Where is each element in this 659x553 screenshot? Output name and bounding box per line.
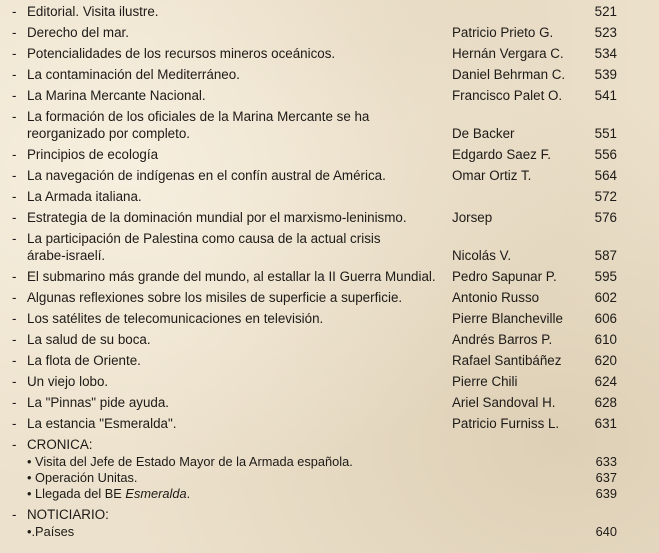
entry-author: Nicolás V. [452,248,512,263]
entry-page: 610 [594,332,617,347]
entry-page: 551 [594,126,617,141]
cronica-item-text: • Llegada del BE [27,486,126,501]
toc-entry-continuation [0,246,659,266]
entry-author: Pierre Blancheville [452,311,563,326]
entry-dash: - [12,46,17,61]
section-dash: - [12,507,17,522]
entry-title: Editorial. Visita ilustre. [27,4,159,19]
entry-page: 534 [594,46,617,61]
entry-page: 564 [594,168,617,183]
toc-entry [0,309,659,329]
entry-page: 595 [594,269,617,284]
section-dash: - [12,437,17,452]
entry-title: La estancia "Esmeralda". [27,416,177,431]
entry-author: Patricio Prieto G. [452,25,554,40]
entry-title: La Armada italiana. [27,189,142,204]
entry-author: Edgardo Saez F. [452,147,552,162]
entry-page: 576 [594,210,617,225]
entry-author: Pierre Chili [452,374,518,389]
noticiario-item [0,522,659,542]
entry-title: La contaminación del Mediterráneo. [27,67,240,82]
entry-author: Patricio Furniss L. [452,416,560,431]
entry-author: Hernán Vergara C. [452,46,564,61]
cronica-item-text: • Operación Unitas. [27,470,138,485]
entry-dash: - [12,353,17,368]
toc-entry [0,267,659,287]
entry-author: Andrés Barros P. [452,332,553,347]
entry-author: Francisco Palet O. [452,88,563,103]
cronica-item-page: 639 [595,486,617,501]
entry-title: La salud de su boca. [27,332,151,347]
toc-entry [0,330,659,350]
entry-page: 587 [594,248,617,263]
cronica-item-page: 633 [595,454,617,469]
entry-dash: - [12,88,17,103]
entry-page: 620 [594,353,617,368]
entry-dash: - [12,290,17,305]
entry-title: Derecho del mar. [27,25,129,40]
entry-dash: - [12,25,17,40]
entry-title-continuation: reorganizado por completo. [27,126,191,141]
toc-entry [0,44,659,64]
entry-title: Algunas reflexiones sobre los misiles de superficie a superficie. [27,290,403,305]
entry-page: 572 [594,189,617,204]
toc-entry [0,372,659,392]
toc-entry [0,86,659,106]
noticiario-item-page: 640 [595,524,617,539]
entry-dash: - [12,67,17,82]
toc-entry [0,2,659,22]
entry-dash: - [12,269,17,284]
entry-title: Un viejo lobo. [27,374,109,389]
entry-dash: - [12,189,17,204]
entry-page: 631 [594,416,617,431]
entry-title: El submarino más grande del mundo, al estallar la II Guerra Mundial. [27,269,436,284]
entry-title: Los satélites de telecomunicaciones en televisión. [27,311,324,326]
toc-entry-continuation [0,124,659,144]
toc-entry [0,23,659,43]
toc-entry [0,208,659,228]
entry-title: Estrategia de la dominación mundial por el marxismo-leninismo. [27,210,407,225]
ship-name: Esmeralda [125,486,187,501]
entry-author: Pedro Sapunar P. [452,269,557,284]
entry-author: Rafael Santibáñez [452,353,562,368]
entry-dash: - [12,416,17,431]
entry-author: Daniel Behrman C. [452,67,566,82]
toc-entry [0,351,659,371]
cronica-item-suffix: . [186,486,191,501]
entry-dash: - [12,109,17,124]
entry-dash: - [12,147,17,162]
toc-entry [0,145,659,165]
entry-title: La participación de Palestina como causa de la actual crisis [27,231,381,246]
cronica-item-text-wrap [27,484,190,504]
noticiario-item-text: •.Países [27,524,75,539]
entry-title: La flota de Oriente. [27,353,141,368]
entry-title: La "Pinnas" pide ayuda. [27,395,170,410]
cronica-item [0,484,659,504]
entry-title: La formación de los oficiales de la Marina Mercante se ha [27,109,370,124]
entry-dash: - [12,311,17,326]
entry-dash: - [12,168,17,183]
toc-entry [0,166,659,186]
entry-page: 628 [594,395,617,410]
entry-page: 556 [594,147,617,162]
cronica-heading: CRONICA: [27,437,93,452]
entry-page: 539 [594,67,617,82]
entry-page: 523 [594,25,617,40]
entry-dash: - [12,210,17,225]
toc-entry [0,288,659,308]
cronica-item-page: 637 [595,470,617,485]
entry-title-continuation: árabe-israelí. [27,248,106,263]
entry-dash: - [12,395,17,410]
noticiario-heading: NOTICIARIO: [27,507,109,522]
entry-dash: - [12,4,17,19]
entry-title: La navegación de indígenas en el confín austral de América. [27,168,386,183]
entry-author: Omar Ortiz T. [452,168,532,183]
entry-page: 624 [594,374,617,389]
entry-page: 606 [594,311,617,326]
toc-entry [0,414,659,434]
toc-entry [0,65,659,85]
entry-author: Jorsep [452,210,493,225]
entry-page: 521 [594,4,617,19]
toc-entry [0,187,659,207]
entry-title: La Marina Mercante Nacional. [27,88,206,103]
entry-page: 602 [594,290,617,305]
entry-dash: - [12,231,17,246]
entry-author: Antonio Russo [452,290,540,305]
cronica-item-text: • Visita del Jefe de Estado Mayor de la Armada española. [27,454,353,469]
entry-title: Potencialidades de los recursos mineros oceánicos. [27,46,336,61]
entry-dash: - [12,374,17,389]
entry-author: De Backer [452,126,515,141]
entry-title: Principios de ecología [27,147,159,162]
toc-entry [0,393,659,413]
entry-dash: - [12,332,17,347]
entry-author: Ariel Sandoval H. [452,395,556,410]
entry-page: 541 [594,88,617,103]
